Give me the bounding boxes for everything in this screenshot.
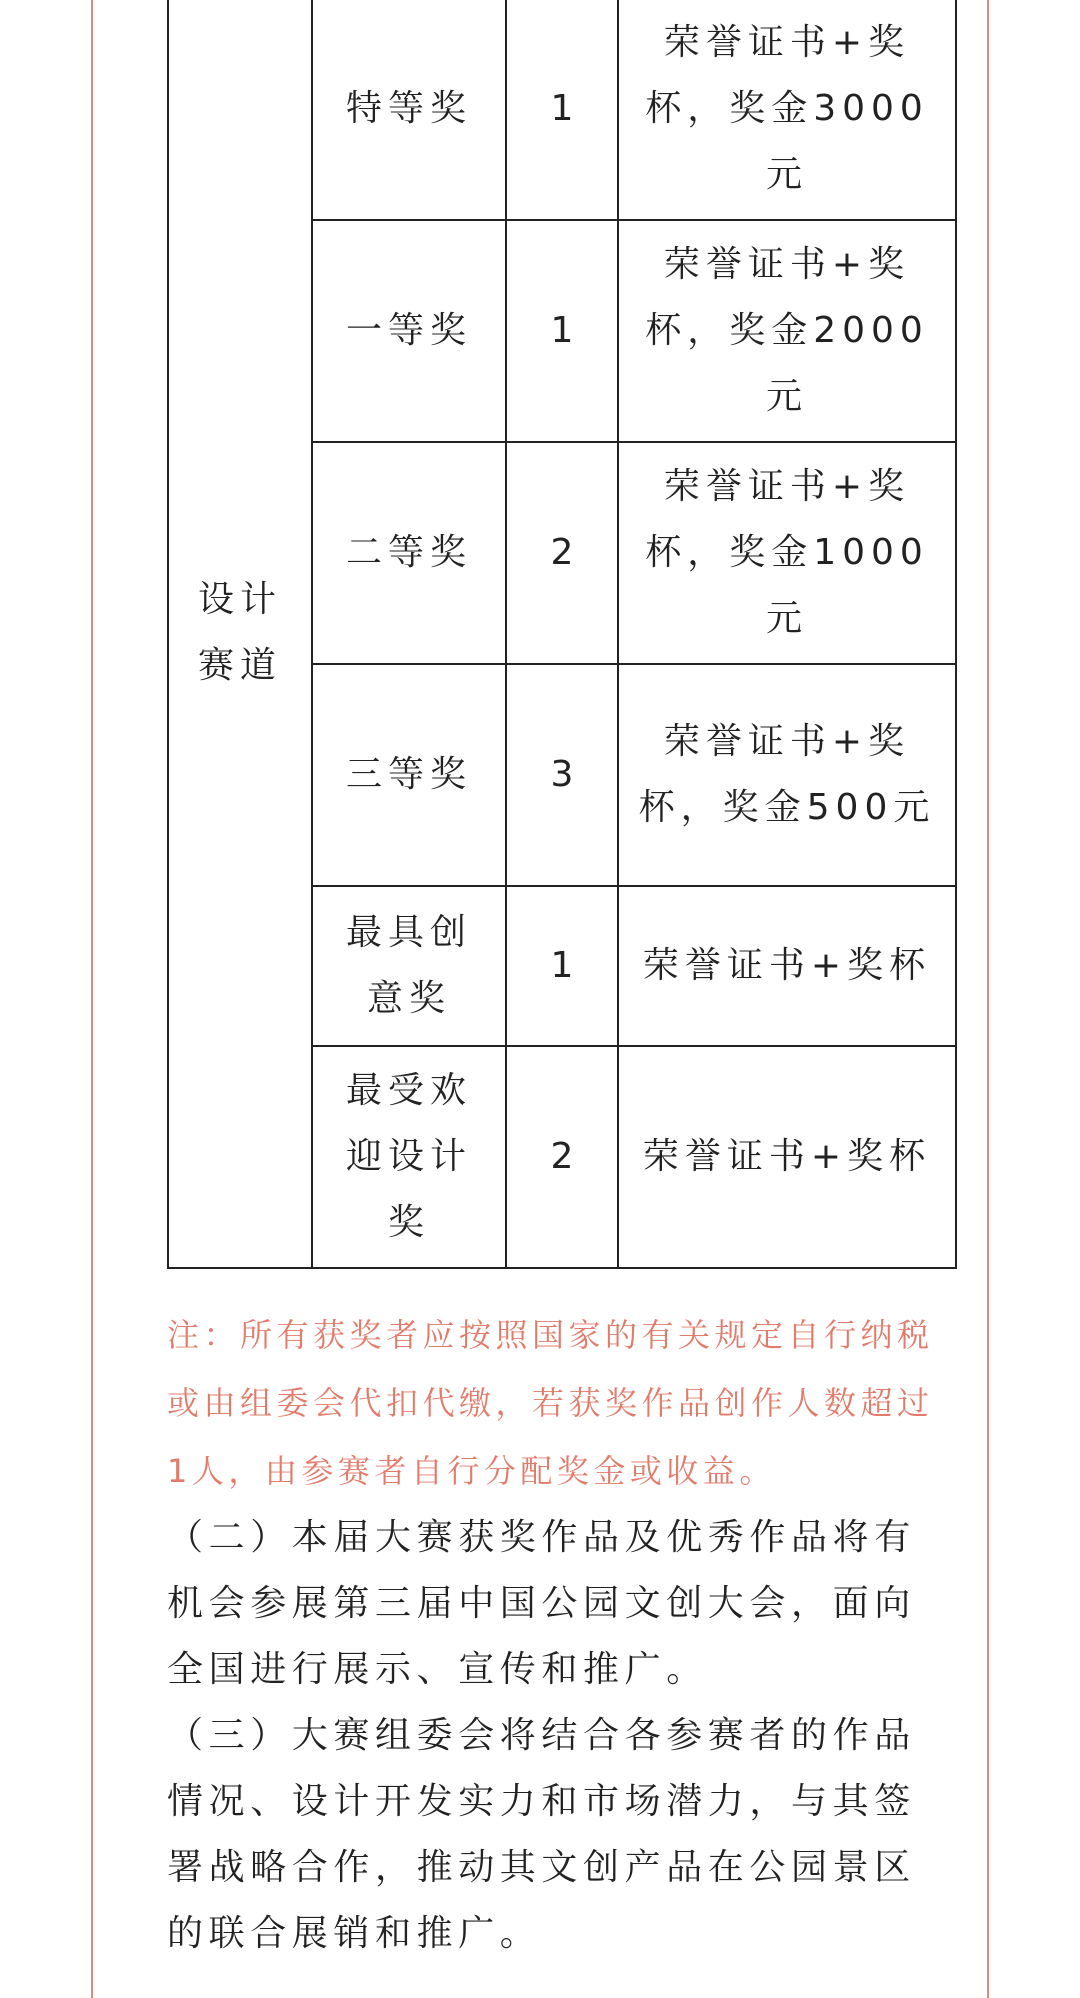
award-count-cell: 1 [506,0,618,220]
award-name-cell: 最具创意奖 [312,886,506,1046]
award-count-cell: 2 [506,1046,618,1268]
paragraph-exhibition: （二）本届大赛获奖作品及优秀作品将有机会参展第三届中国公园文创大会，面向全国进行展示、宣传和推广。 [167,1517,916,1690]
award-count-cell: 3 [506,664,618,886]
award-count-cell: 1 [506,886,618,1046]
award-prize-cell: 荣誉证书+奖杯，奖金2000元 [618,220,956,442]
frame-border-left [91,0,93,1998]
award-name-cell: 二等奖 [312,442,506,664]
award-prize-cell: 荣誉证书+奖杯，奖金1000元 [618,442,956,664]
award-name-cell: 一等奖 [312,220,506,442]
awards-table [167,0,957,1269]
table-row [168,0,956,220]
award-prize-cell: 荣誉证书+奖杯 [618,1046,956,1268]
award-prize-cell: 荣誉证书+奖杯，奖金500元 [618,664,956,886]
award-name-cell: 特等奖 [312,0,506,220]
award-prize-cell: 荣誉证书+奖杯 [618,886,956,1046]
award-prize-cell: 荣誉证书+奖杯，奖金3000元 [618,0,956,220]
paragraph-cooperation: （三）大赛组委会将结合各参赛者的作品情况、设计开发实力和市场潜力，与其签署战略合作，推动其文创产品在公园景区的联合展销和推广。 [167,1715,916,1954]
award-count-cell: 1 [506,220,618,442]
track-cell: 设计赛道 [168,0,312,1268]
tax-note: 注：所有获奖者应按照国家的有关规定自行纳税或由组委会代扣代缴，若获奖作品创作人数超过1人，由参赛者自行分配奖金或收益。 [167,1316,934,1490]
award-name-cell: 最受欢迎设计奖 [312,1046,506,1268]
frame-border-right [987,0,989,1998]
award-name-cell: 三等奖 [312,664,506,886]
award-count-cell: 2 [506,442,618,664]
article-content [167,0,955,1967]
